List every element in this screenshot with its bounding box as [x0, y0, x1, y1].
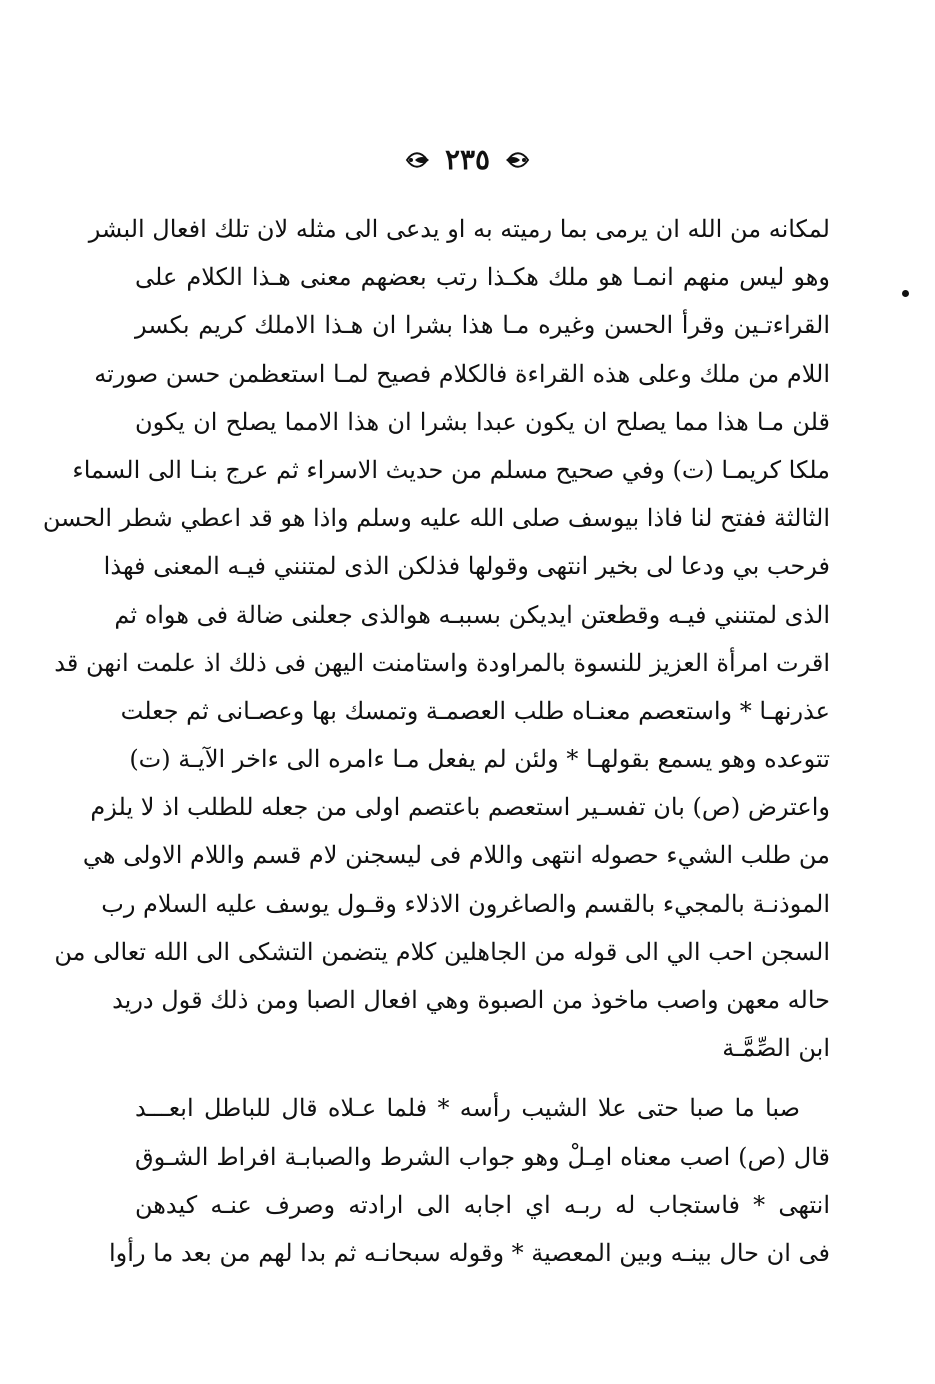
floral-ornament-icon [504, 147, 530, 173]
poem-verse: صبا ما صبا حتى علا الشيب رأسه * فلما عـلاه قال للباطل ابعـــد [135, 1094, 800, 1123]
text-line: عذرنهـا * واستعصم معنـاه طلب العصمـة وتمسك بها وعصـانى ثم جعلت [120, 696, 830, 725]
text-line: تتوعده وهو يسمع بقولهـا * ولئن لم يفعل مـا ءامره الى ءاخر الآيـة (ت) [129, 745, 830, 774]
text-line: انتهى * فاستجاب له ربـه اي اجابه الى ارادته وصرف عنـه كيدهن [135, 1190, 830, 1219]
text-line: فى ان حال بينـه وبين المعصية * وقوله سبحانـه ثم بدا لهم من بعد ما رأوا [109, 1238, 830, 1267]
margin-dot [902, 290, 909, 297]
text-line: قال (ص) اصب معناه امِـلْ وهو جواب الشرط والصبابـة افراط الشـوق [135, 1142, 830, 1171]
page-header [0, 140, 935, 180]
text-line: الثالثة ففتح لنا فاذا بيوسف صلى الله عليه وسلم واذا هو قد اعطي شطر الحسن [42, 504, 830, 533]
text-line: واعترض (ص) بان تفسـير استعصم باعتصم اولى من جعله للطلب اذ لا يلزم [90, 793, 830, 822]
text-line: حاله معهن واصب ماخوذ من الصبوة وهي افعال الصبا ومن ذلك قول دريد [112, 986, 830, 1014]
text-line: ملكا كريمـا (ت) وفي صحيح مسلم من حديث الاسراء ثم عرج بنـا الى السماء [72, 455, 830, 484]
text-line: القراءتـين وقرأ الحسن وغيره مـا هذا بشرا ان هـذا الاملك كريم بكسر [135, 311, 831, 340]
text-line: اللام من ملك وعلى هذه القراءة فالكلام فصيح لمـا استعظمن حسن صورته [94, 359, 830, 388]
text-line: السجن احب الي الى قوله من الجاهلين كلام يتضمن التشكى الى الله تعالى من [54, 937, 830, 966]
text-line: لمكانه من الله ان يرمى بما رميته به او يدعى الى مثله لان تلك افعال البشر [88, 215, 830, 243]
text-line: الذى لمتنني فيـه وقطعتن ايديكن بسببـه هوالذى جعلنى ضالة فى هواه ثم [114, 600, 830, 629]
text-body [42, 205, 831, 1277]
text-line: فرحب بي ودعا لى بخير انتهى وقولها فذلكن الذى لمتنني فيـه المعنى فهذا [103, 552, 830, 581]
text-line: ابن الصِّمَّـة [722, 1034, 830, 1063]
text-line: اقرت امرأة العزيز للنسوة بالمراودة واستامنت اليهن فى ذلك اذ علمت انهن قد [54, 648, 830, 677]
page-number: ٢٣٥ [444, 143, 491, 176]
text-line: قلن مـا هذا مما يصلح ان يكون عبدا بشرا ان هذا الامما يصلح ان يكون [135, 407, 830, 436]
text-line: الموذنـة بالمجيء بالقسم والصاغرون الاذلاء وقـول يوسف عليه السلام رب [101, 889, 830, 918]
text-line: وهو ليس منهم انمـا هو ملك هكـذا رتب بعضهم معنى هـذا الكلام على [135, 263, 830, 292]
text-line: من طلب الشيء حصوله انتهى واللام فى ليسجنن لام قسم واللام الاولى هي [82, 841, 830, 870]
floral-ornament-icon [405, 147, 431, 173]
